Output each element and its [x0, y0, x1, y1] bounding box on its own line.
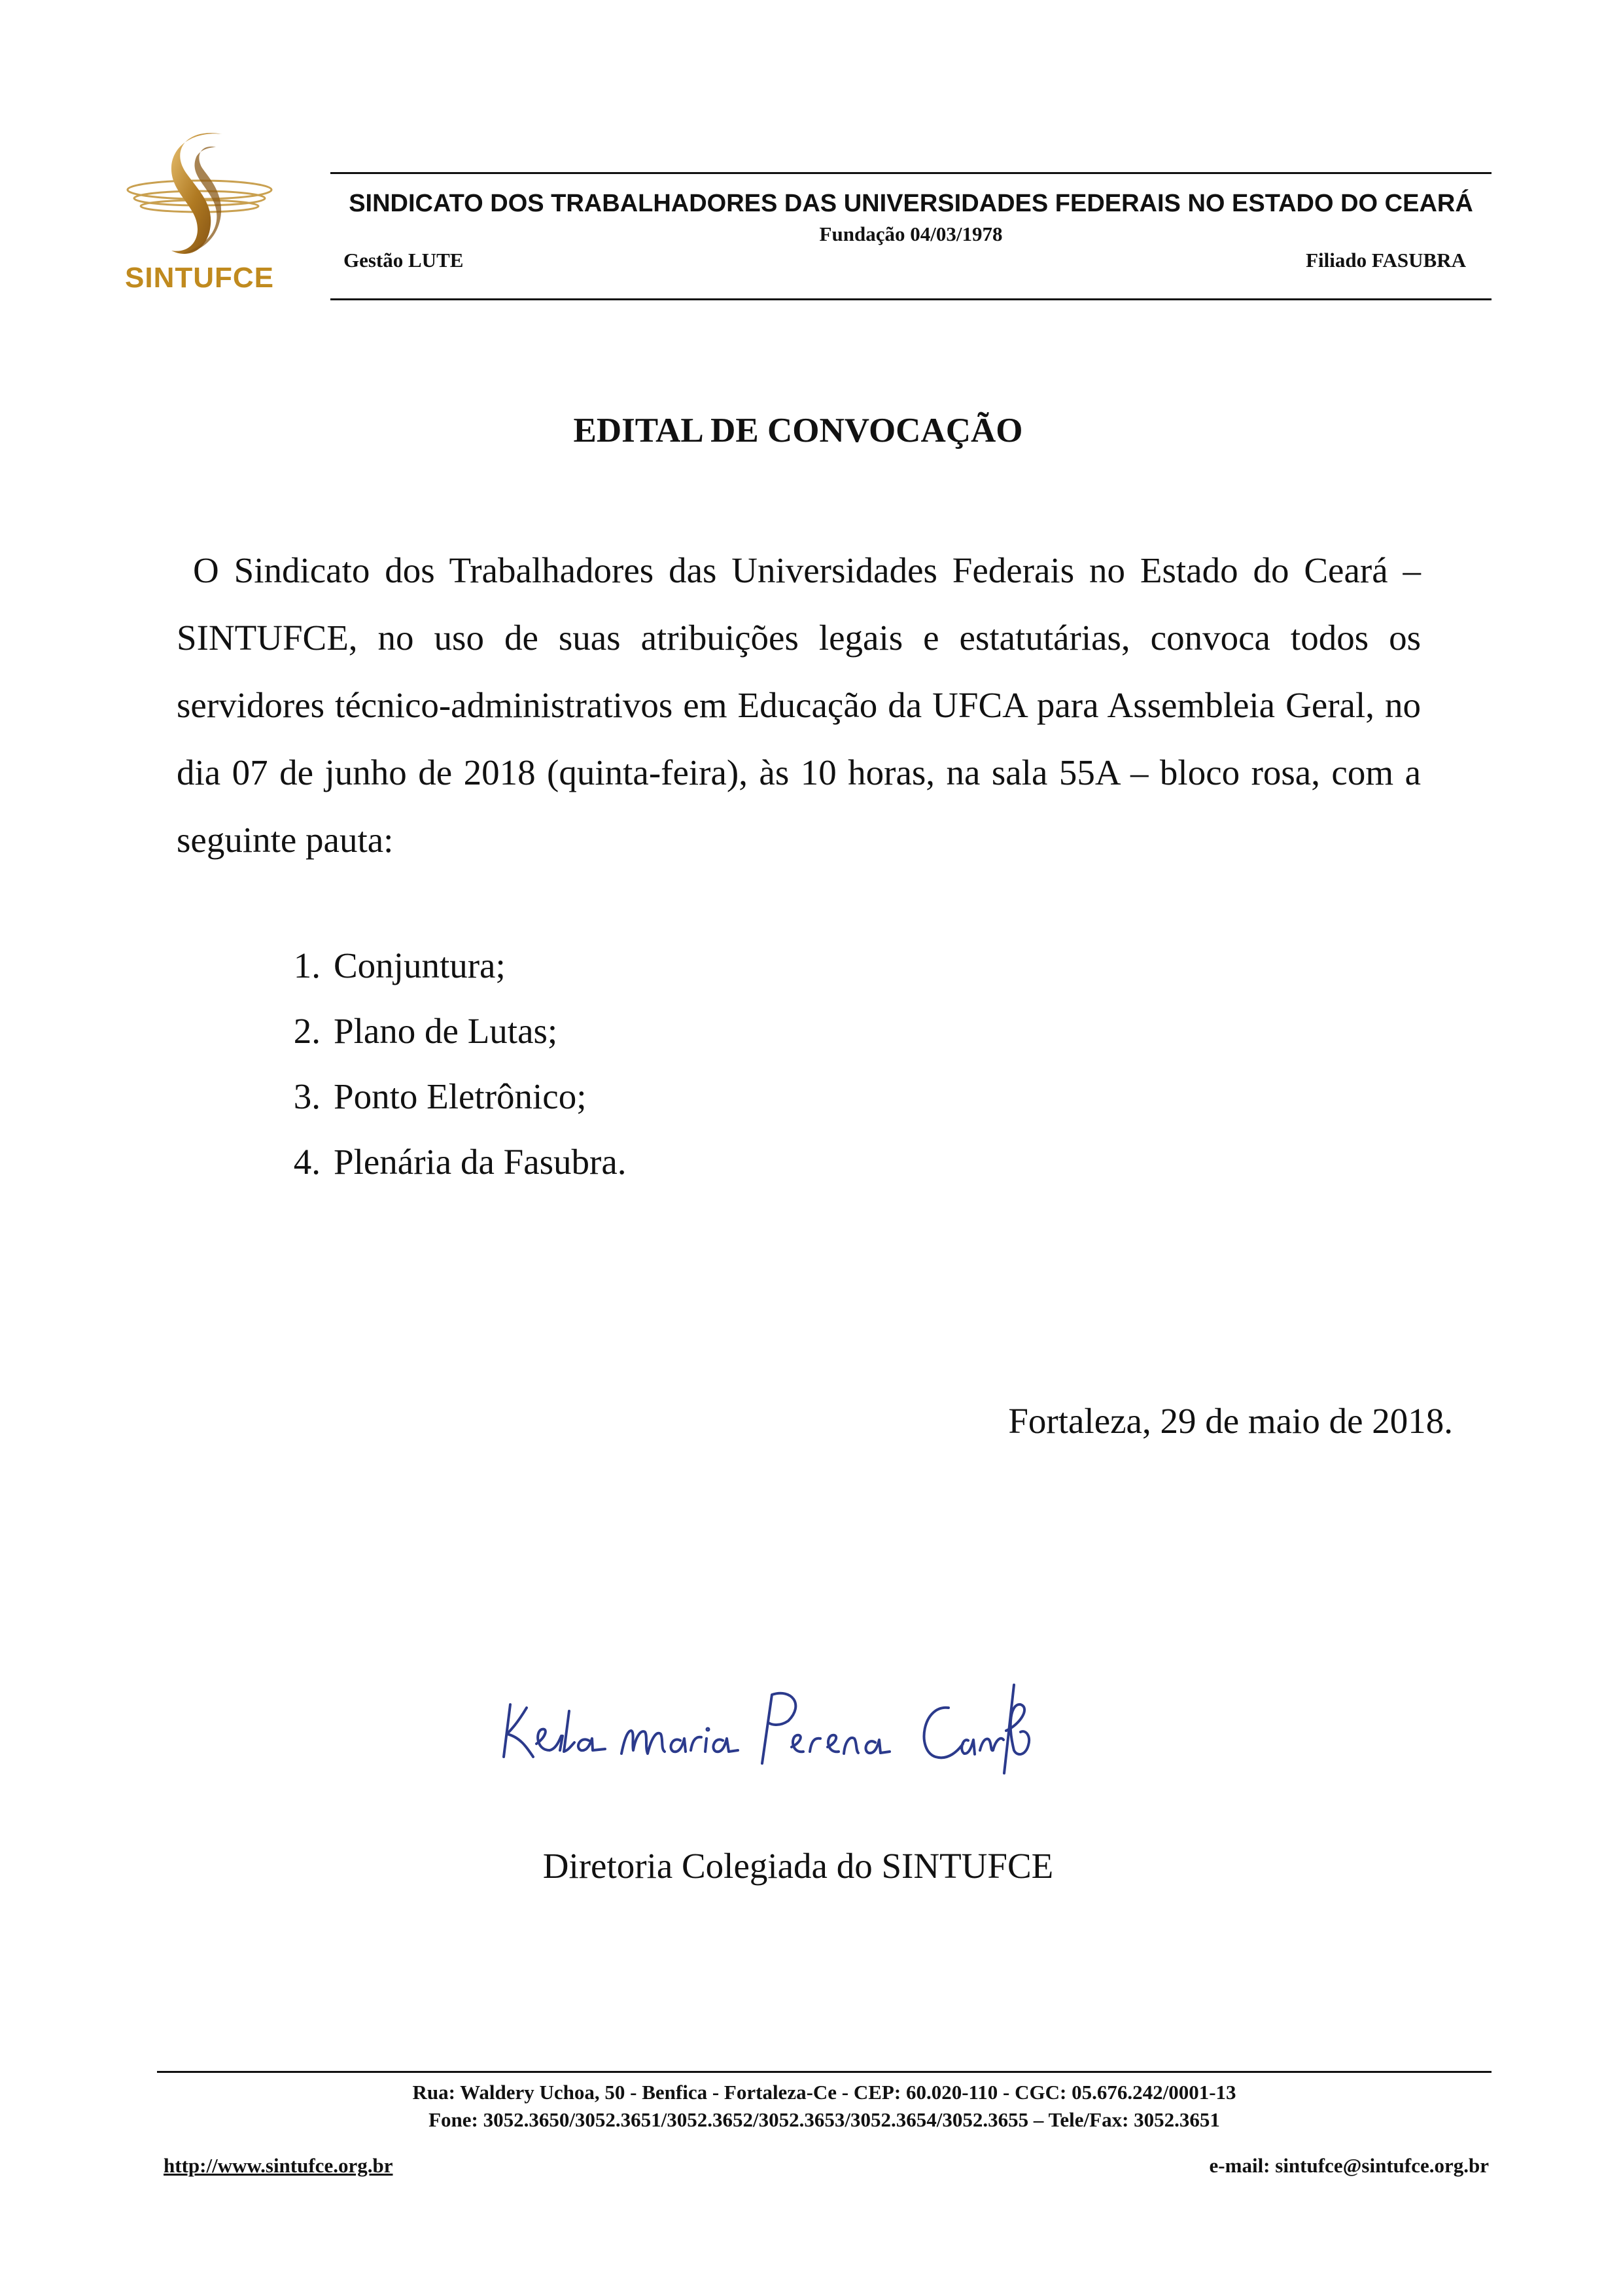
signatory-label: Diretoria Colegiada do SINTUFCE	[542, 1846, 1054, 1886]
list-item	[262, 1129, 627, 1195]
handwritten-signature	[497, 1659, 1073, 1783]
affiliation-label: Filiado FASUBRA	[1306, 249, 1466, 272]
organization-name: SINDICATO DOS TRABALHADORES DAS UNIVERSIDADES FEDERAIS NO ESTADO DO CEARÁ	[349, 190, 1473, 217]
list-item	[262, 1064, 627, 1129]
agenda-text: Plenária da Fasubra.	[334, 1142, 627, 1182]
agenda-text: Plano de Lutas;	[334, 1011, 558, 1051]
management-label: Gestão LUTE	[343, 249, 464, 272]
logo-wordmark: SINTUFCE	[125, 262, 274, 294]
footer-divider	[157, 2071, 1492, 2073]
agenda-number: 4.	[293, 1142, 321, 1182]
foundation-date: Fundação 04/03/1978	[819, 222, 1003, 245]
agenda-text: Conjuntura;	[334, 945, 506, 985]
header-divider-bottom	[330, 298, 1492, 300]
agenda-list	[262, 933, 627, 1195]
website-link[interactable]: http://www.sintufce.org.br	[164, 2154, 393, 2177]
agenda-text: Ponto Eletrônico;	[334, 1076, 587, 1116]
place-and-date: Fortaleza, 29 de maio de 2018.	[1008, 1401, 1453, 1441]
footer-phones: Fone: 3052.3650/3052.3651/3052.3652/3052.3653/3052.3654/3052.3655 – Tele/Fax: 3052.3651	[428, 2108, 1220, 2131]
convocation-paragraph: O Sindicato dos Trabalhadores das Universidades Federais no Estado do Ceará – SINTUFCE, no uso de suas atribuições legais e estatutárias, convoca todos os servidores técnico-administrativos em Educação da UFCA para Assembleia Geral, no dia 07 de junho de 2018 (quinta-feira), às 10 horas, na sala 55A – bloco rosa, com a seguinte pauta:	[177, 550, 1421, 860]
list-item	[262, 998, 627, 1064]
header-divider-top	[330, 172, 1492, 174]
agenda-number: 2.	[293, 1011, 321, 1051]
agenda-number: 3.	[293, 1076, 321, 1116]
agenda-number: 1.	[293, 945, 321, 985]
list-item	[262, 933, 627, 998]
footer-email: e-mail: sintufce@sintufce.org.br	[1209, 2154, 1489, 2177]
footer-address: Rua: Waldery Uchoa, 50 - Benfica - Fortaleza-Ce - CEP: 60.020-110 - CGC: 05.676.242/0001-13	[412, 2081, 1236, 2104]
document-title: EDITAL DE CONVOCAÇÃO	[573, 412, 1023, 450]
